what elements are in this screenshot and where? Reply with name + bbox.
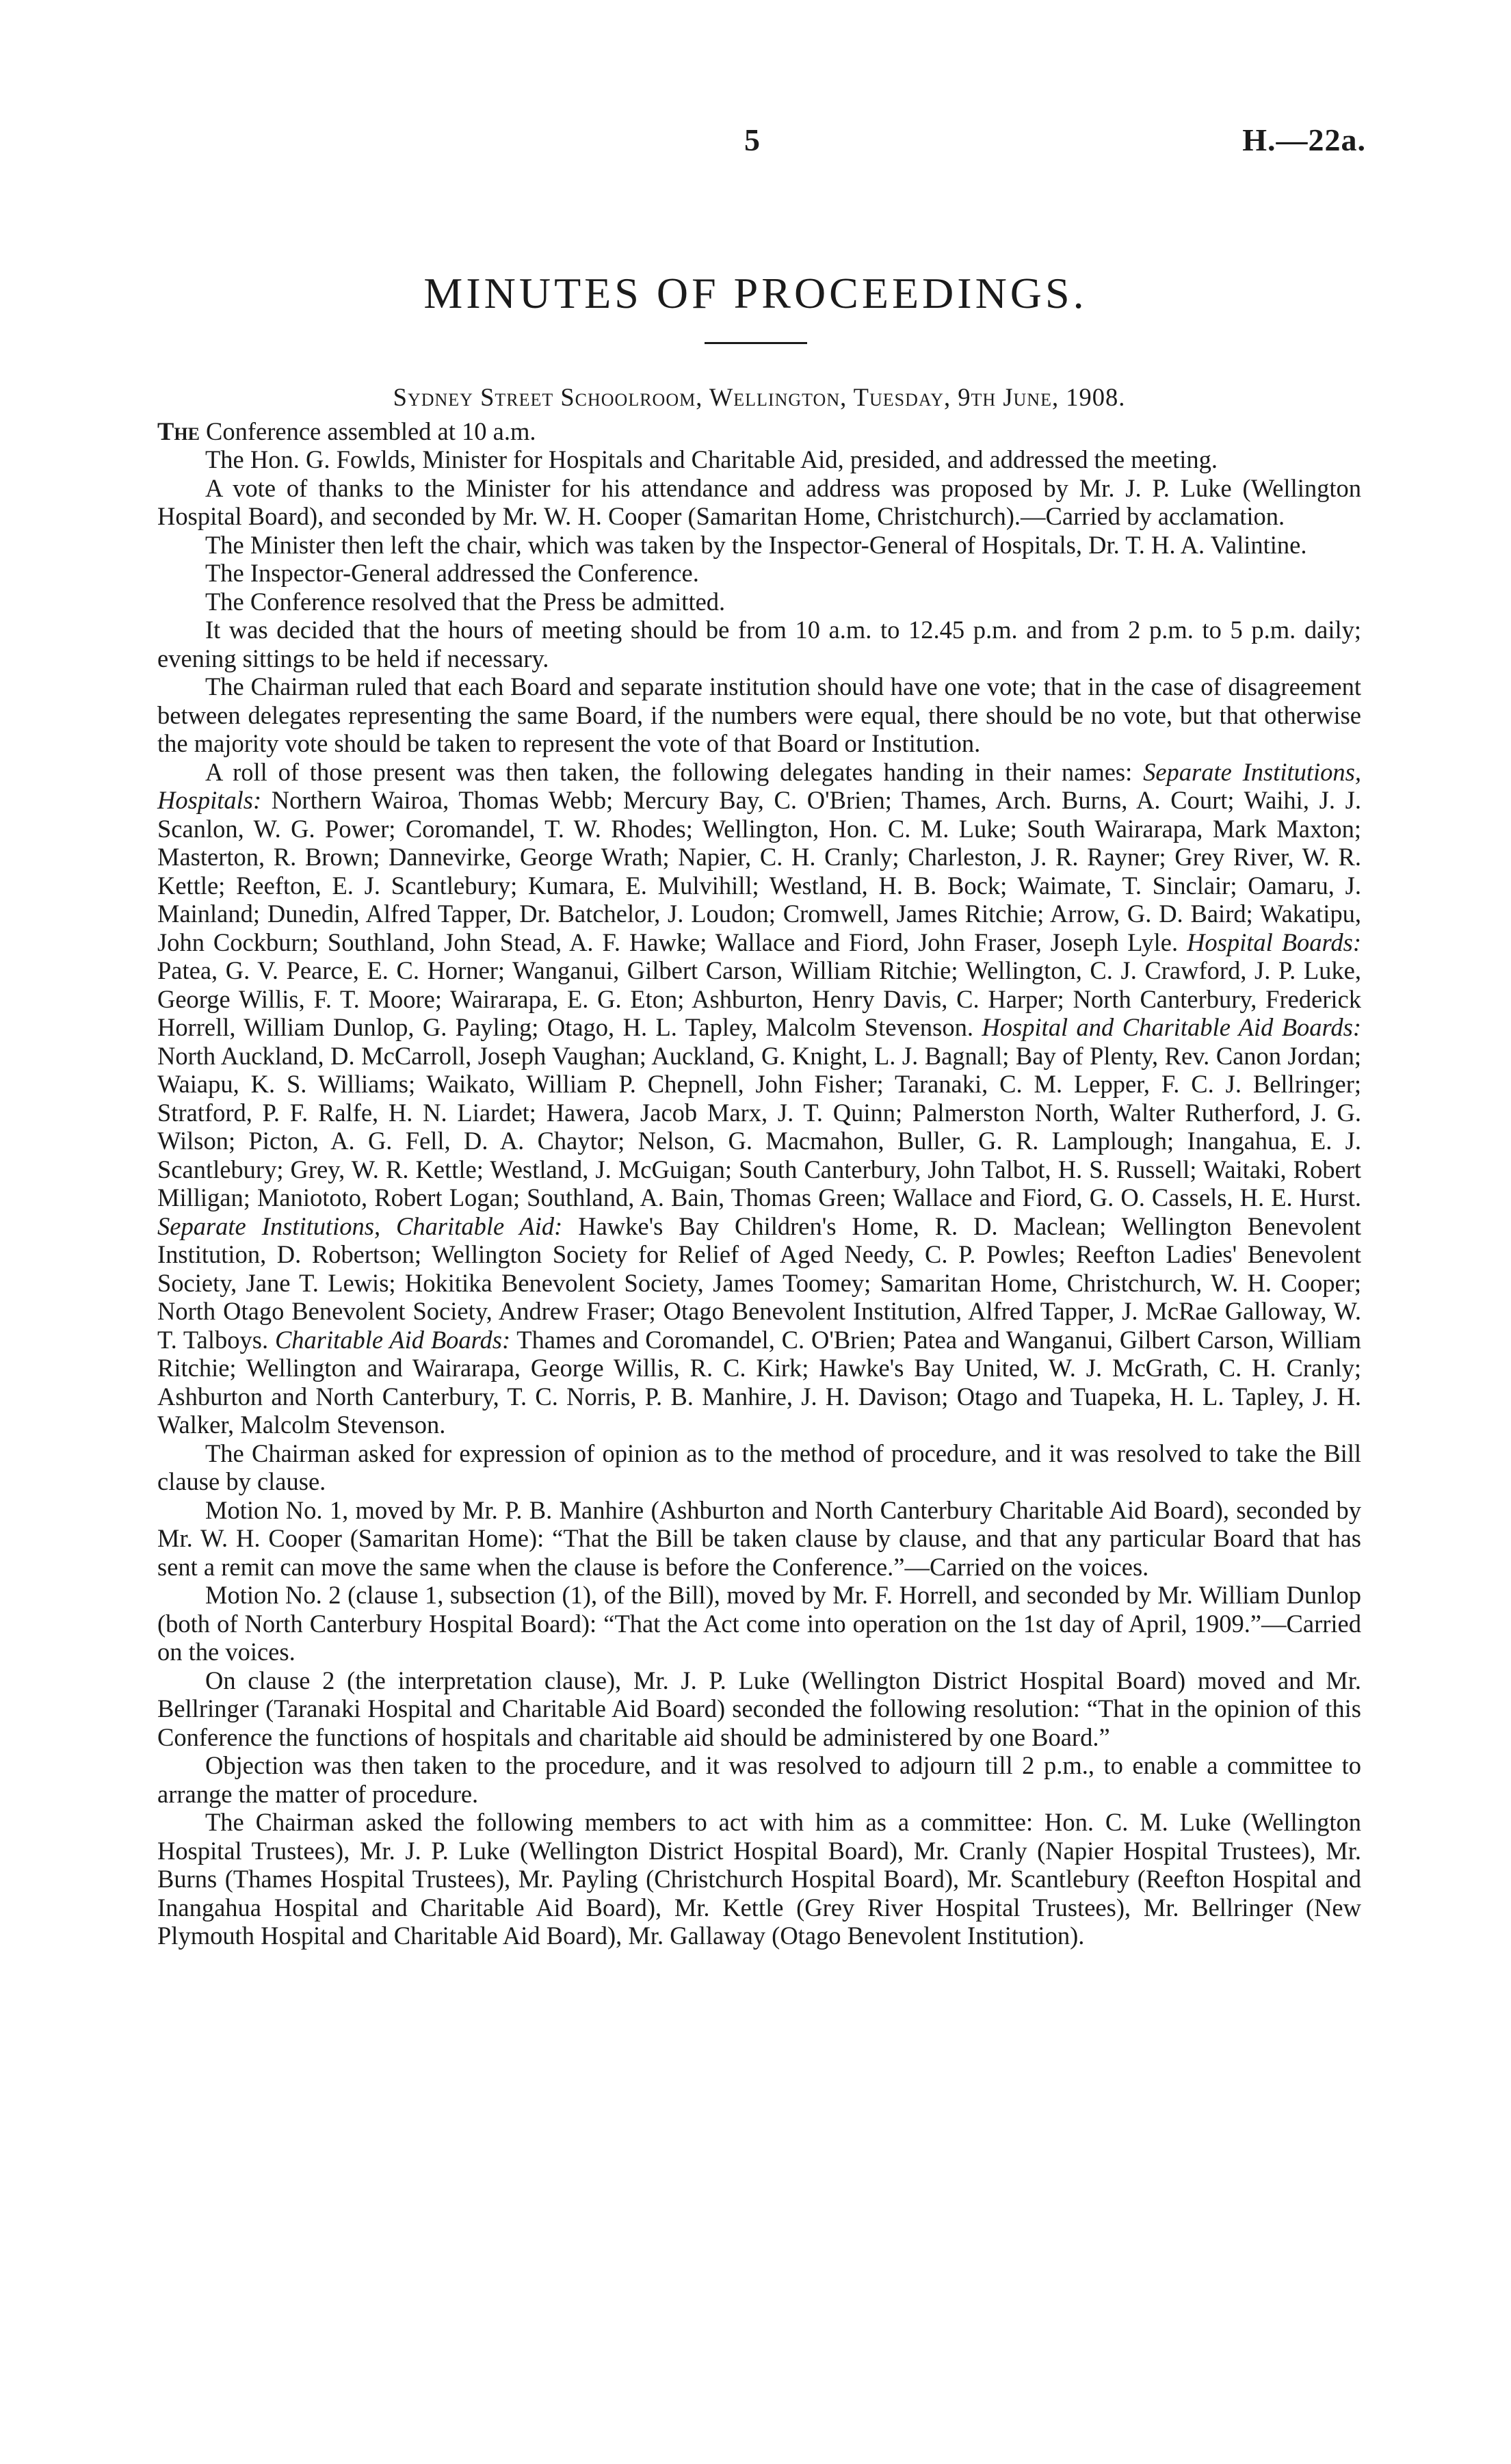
roll-text: Thames and Coromandel, C. O'Brien; Patea and Wanganui, Gilbert Carson, William Ritchie; Wellington and Wairarapa, George Willis, R. C. Kirk; Hawke's Bay United, W. J. McGrath, C. H. Cranly; Ashburton and North Canterbury, T. C. Norris, P. B. Manhire, J. H. Davison; Otago and Tuapeka, H. L. Tapley, J. H. Walker, Malcolm Stevenson. <box>157 1325 1361 1439</box>
paragraph: The Minister then left the chair, which was taken by the Inspector-General of Hospitals, Dr. T. H. A. Valintine. <box>205 530 1307 559</box>
committee-paragraph: The Chairman asked the following members to act with him as a committee: Hon. C. M. Luke (Wellington Hospital Trustees), Mr. J. P. Luke (Wellington District Hospital Board), Mr. Cranly (Napier Hospital Trustees), Mr. Burns (Thames Hospital Trustees), Mr. Payling (Christchurch Hospital Board), Mr. Scantlebury (Reefton Hospital and Inangahua Hospital and Charitable Aid Board), Mr. Kettle (Grey River Hospital Trustees), Mr. Bellringer (New Plymouth Hospital and Charitable Aid Board), Mr. Gallaway (Otago Benevolent Institution). <box>157 1808 1361 1950</box>
motion-paragraph: Motion No. 1, moved by Mr. P. B. Manhire (Ashburton and North Canterbury Charitable Aid Board), seconded by Mr. W. H. Cooper (Samaritan Home): “That the Bill be taken clause by clause, and that any particular Board that has sent a remit can move the same when the clause is before the Conference.”—Carried on the voices. <box>157 1495 1361 1581</box>
roll-heading: Hospital and Charitable Aid Boards: <box>982 1013 1361 1041</box>
document-body <box>157 383 1361 1950</box>
paragraph: A vote of thanks to the Minister for his attendance and address was proposed by Mr. J. P. Luke (Wellington Hospital Board), and seconded by Mr. W. H. Cooper (Samaritan Home, Christchurch).—Carried by acclamation. <box>157 473 1361 530</box>
paragraph: It was decided that the hours of meeting should be from 10 a.m. to 12.45 p.m. and from 2 p.m. to 5 p.m. daily; evening sittings to be held if necessary. <box>157 616 1361 672</box>
lead-word: The <box>157 417 200 445</box>
roll-heading: Separate Institutions, Charitable Aid: <box>157 1211 563 1240</box>
opening-text: Conference assembled at 10 a.m. <box>199 417 536 445</box>
document-title: MINUTES OF PROCEEDINGS. <box>423 269 1088 317</box>
paragraph: Objection was then taken to the procedure, and it was resolved to adjourn till 2 p.m., to enable a committee to arrange the matter of procedure. <box>157 1751 1361 1808</box>
motion-paragraph: Motion No. 2 (clause 1, subsection (1), of the Bill), moved by Mr. F. Horrell, and seconded by Mr. William Dunlop (both of North Canterbury Hospital Board): “That the Act come into operation on the 1st day of April, 1909.”—Carried on the voices. <box>157 1581 1361 1666</box>
roll-intro: A roll of those present was then taken, the following delegates handing in their names: <box>205 757 1144 786</box>
paragraph: On clause 2 (the interpretation clause), Mr. J. P. Luke (Wellington District Hospital Board) moved and Mr. Bellringer (Taranaki Hospital and Charitable Aid Board) seconded the following resolution: “That in the opinion of this Conference the functions of hospitals and charitable aid should be administered by one Board.” <box>157 1666 1361 1751</box>
roll-heading: Charitable Aid Boards: <box>274 1325 511 1354</box>
roll-text: North Auckland, D. McCarroll, Joseph Vaughan; Auckland, G. Knight, L. J. Bagnall; Bay of Plenty, Rev. Canon Jordan; Waiapu, K. S. Williams; Waikato, William P. Chepnell, John Fisher; Taranaki, C. M. Lepper, F. C. J. Bellringer; Stratford, P. F. Ralfe, H. N. Liardet; Hawera, Jacob Marx, J. T. Quinn; Palmerston North, Walter Rutherford, J. G. Wilson; Picton, A. G. Fell, D. A. Chaytor; Nelson, G. Macmahon, Buller, G. R. Lamplough; Inangahua, E. J. Scantlebury; Grey, W. R. Kettle; Westland, J. McGuigan; South Canterbury, John Talbot, H. S. Russell; Waitaki, Robert Milligan; Maniototo, Robert Logan; Southland, A. Bain, Thomas Green; Wallace and Fiord, G. O. Cassels, H. E. Hurst. <box>157 1041 1361 1211</box>
roll-heading: Separate Institutions, Hospitals: <box>157 757 1362 814</box>
paragraph: The Conference resolved that the Press be admitted. <box>205 587 726 616</box>
roll-text: Hawke's Bay Children's Home, R. D. Maclean; Wellington Benevolent Institution, D. Robertson; Wellington Society for Relief of Aged Needy, C. P. Powles; Reefton Ladies' Benevolent Society, Jane T. Lewis; Hokitika Benevolent Society, James Toomey; Samaritan Home, Christchurch, W. H. Cooper; North Otago Benevolent Society, Andrew Fraser; Otago Benevolent Institution, Alfred Tapper, J. McRae Galloway, W. T. Talboys. <box>157 1211 1361 1354</box>
document-reference-code: H.—22a. <box>1242 122 1366 157</box>
paragraph: The Chairman asked for expression of opinion as to the method of procedure, and it was resolved to take the Bill clause by clause. <box>157 1439 1361 1495</box>
dateline: Sydney Street Schoolroom, Wellington, Tuesday, 9th June, 1908. <box>393 383 1126 411</box>
page-number: 5 <box>744 122 760 157</box>
title-rule <box>705 342 807 344</box>
roll-text: Patea, G. V. Pearce, E. C. Horner; Wanganui, Gilbert Carson, William Ritchie; Wellington, C. J. Crawford, J. P. Luke, George Willis, F. T. Moore; Wairarapa, E. G. Eton; Ashburton, Henry Davis, C. Harper; North Canterbury, Frederick Horrell, William Dunlop, G. Payling; Otago, H. L. Tapley, Malcolm Stevenson. <box>157 956 1361 1041</box>
roll-heading: Hospital Boards: <box>1187 928 1361 956</box>
paragraph: The Inspector-General addressed the Conference. <box>205 559 699 587</box>
delegate-roll-paragraph <box>157 758 1361 1439</box>
paragraph: The Chairman ruled that each Board and separate institution should have one vote; that in the case of disagreement between delegates representing the same Board, if the numbers were equal, there should be no vote, but that otherwise the majority vote should be taken to represent the vote of that Board or Institution. <box>157 672 1361 757</box>
roll-text: Northern Wairoa, Thomas Webb; Mercury Bay, C. O'Brien; Thames, Arch. Burns, A. Court; Waihi, J. J. Scanlon, W. G. Power; Coromandel, T. W. Rhodes; Wellington, Hon. C. M. Luke; South Wairarapa, Mark Maxton; Masterton, R. Brown; Dannevirke, George Wrath; Napier, C. H. Cranly; Charleston, J. R. Rayner; Grey River, W. R. Kettle; Reefton, E. J. Scantlebury; Kumara, E. Mulvihill; Westland, H. B. Bock; Waimate, T. Sinclair; Oamaru, J. Mainland; Dunedin, Alfred Tapper, Dr. Batchelor, J. Loudon; Cromwell, James Ritchie; Arrow, G. D. Baird; Wakatipu, John Cockburn; Southland, John Stead, A. F. Hawke; Wallace and Fiord, John Fraser, Joseph Lyle. <box>157 786 1361 956</box>
opening-paragraph <box>157 417 1361 446</box>
paragraph: The Hon. G. Fowlds, Minister for Hospitals and Charitable Aid, presided, and addressed the meeting. <box>205 445 1218 473</box>
